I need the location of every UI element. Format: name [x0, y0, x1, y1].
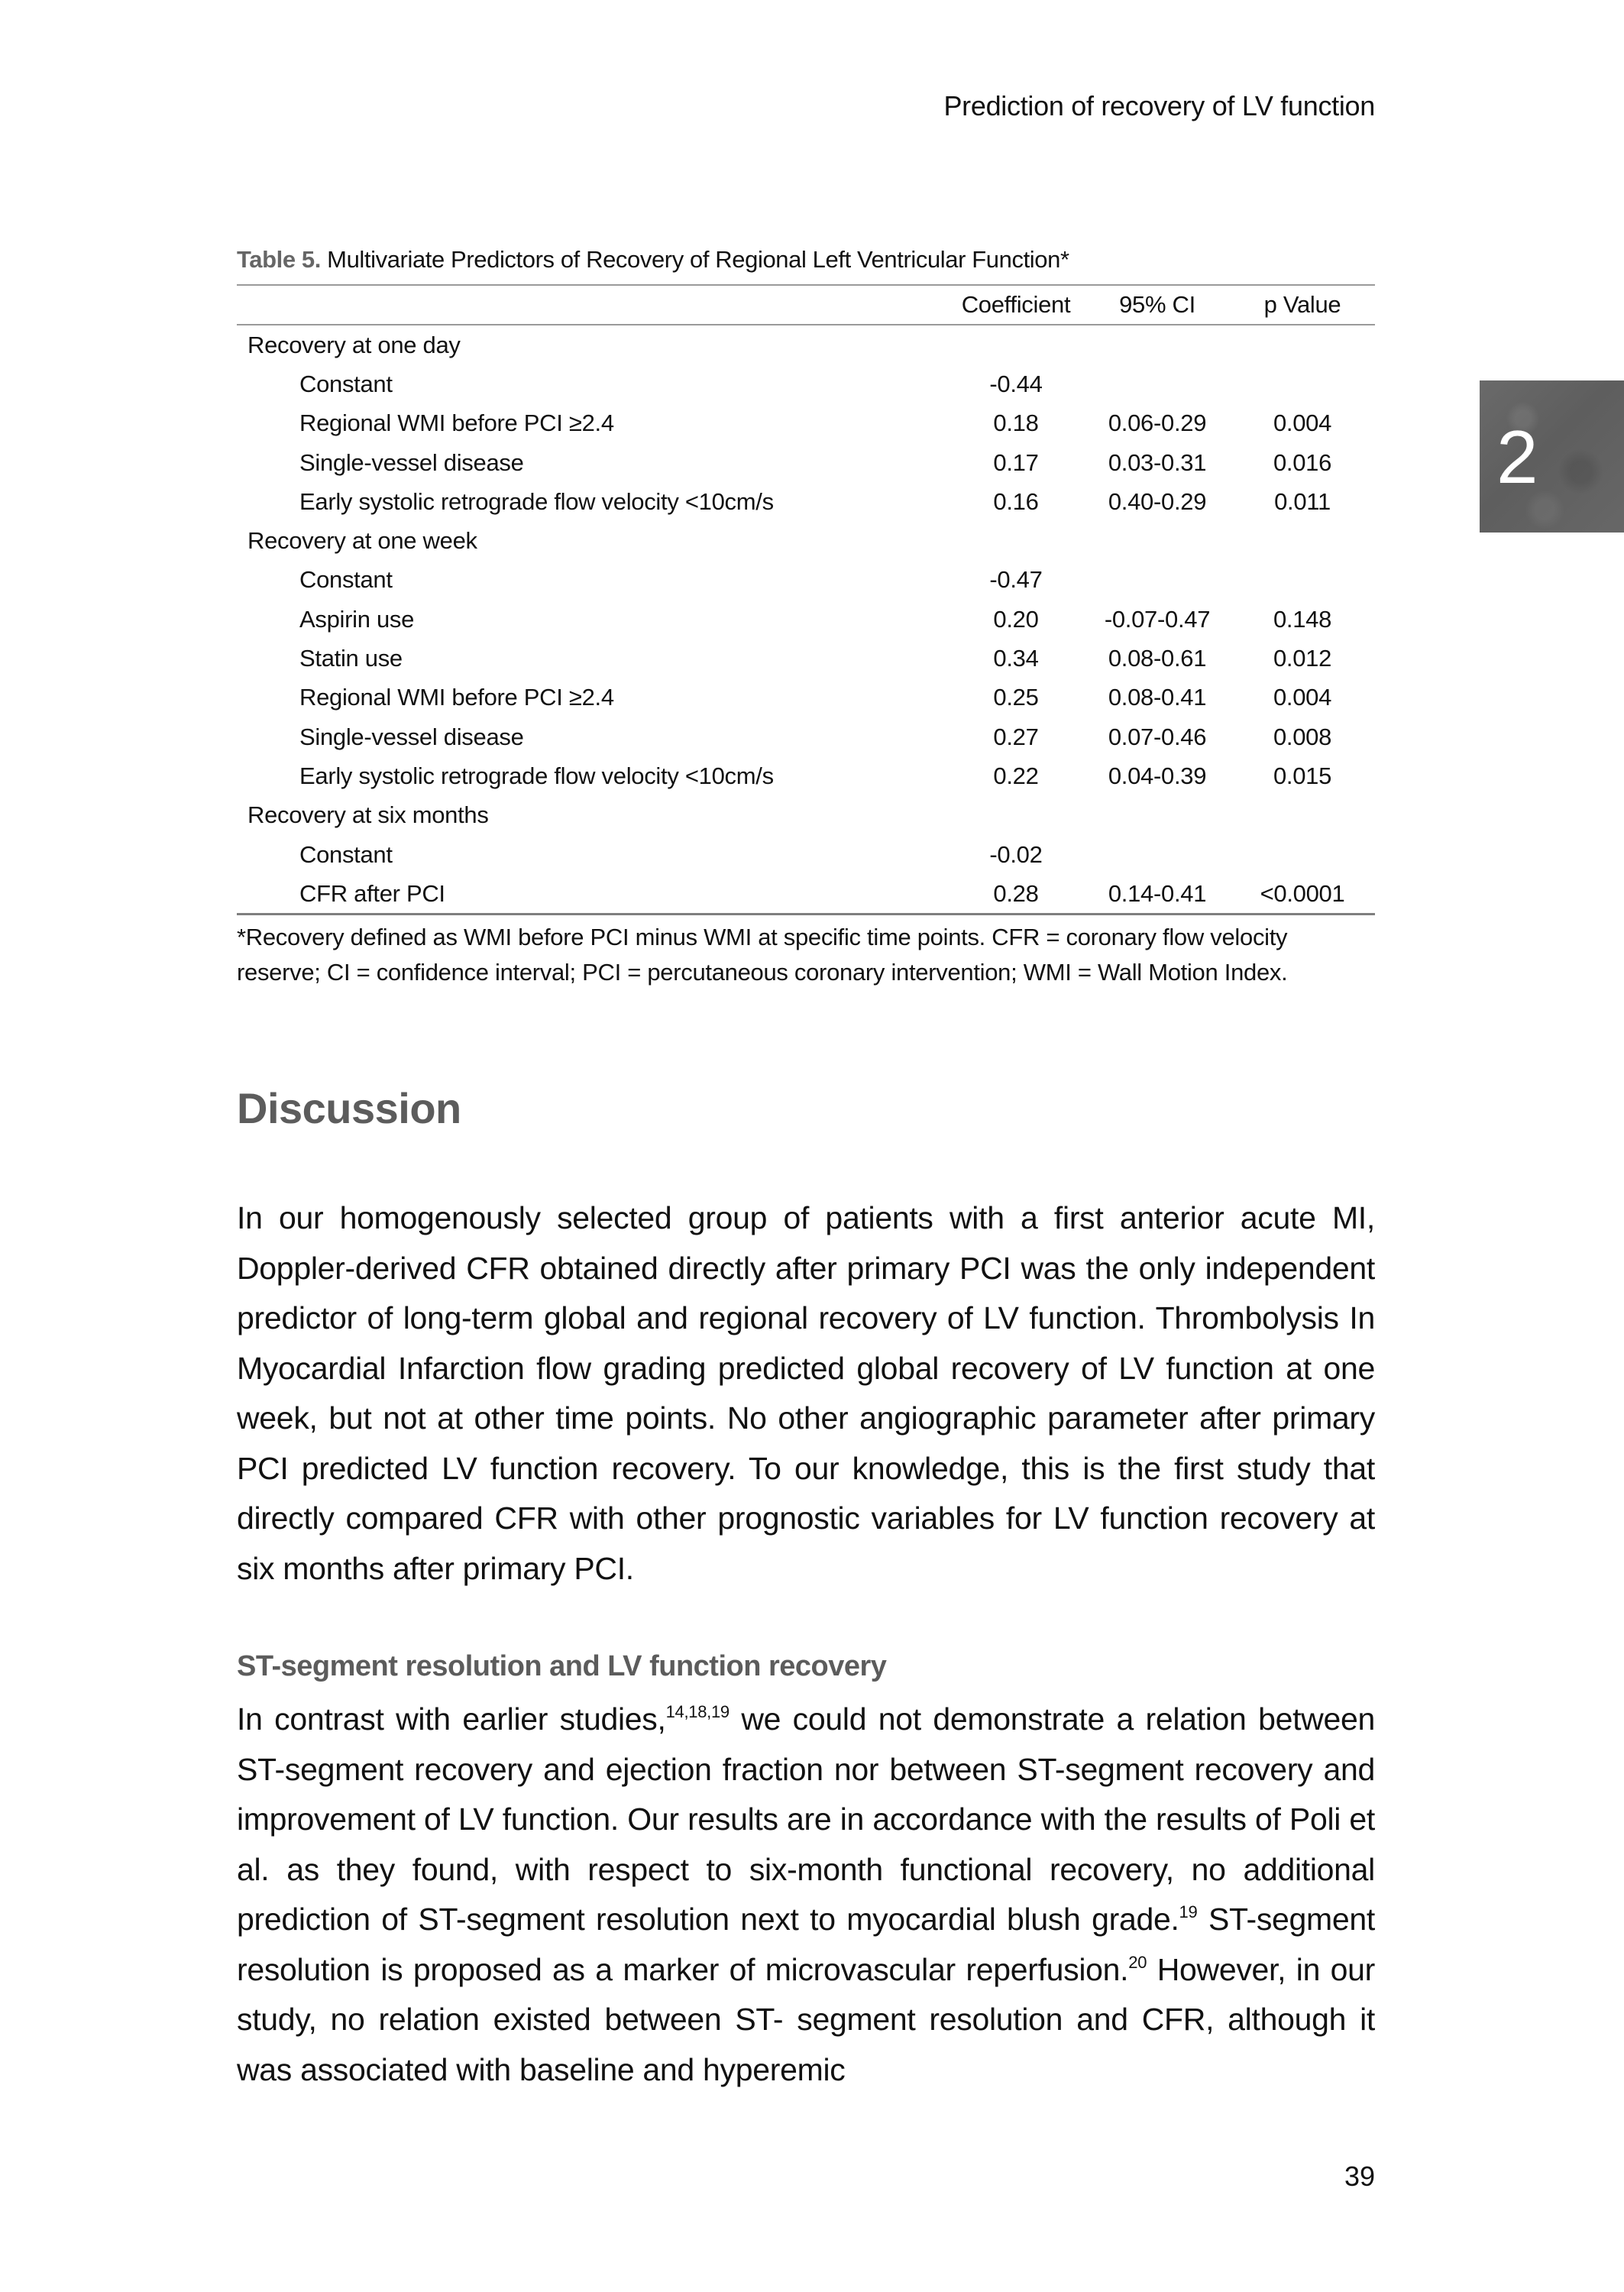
table-row: [237, 874, 1375, 915]
row-p-value: 0.015: [1273, 762, 1332, 789]
row-coefficient: 0.27: [993, 723, 1039, 750]
paragraph-text: In contrast with earlier studies,: [237, 1701, 666, 1737]
table-caption-label: Table 5.: [237, 246, 321, 273]
paragraph-text: ST-segment resolution is proposed as a marker of microvascular reperfusion.: [237, 1902, 1375, 1987]
row-variable: Regional WMI before PCI ≥2.4: [299, 684, 614, 711]
row-coefficient: -0.47: [989, 566, 1043, 594]
row-p-value: [1230, 561, 1375, 600]
table-row: [237, 443, 1375, 482]
row-ci: 0.04-0.39: [1108, 762, 1207, 789]
row-coefficient: 0.20: [993, 605, 1039, 633]
row-variable: Constant: [299, 370, 393, 397]
footnote-line-2: reserve; CI = confidence interval; PCI = percutaneous coronary intervention; WMI = Wall Motion Index.: [237, 959, 1288, 986]
table-row: [237, 561, 1375, 600]
table-row: [237, 482, 1375, 521]
row-coefficient: 0.17: [993, 448, 1039, 476]
row-coefficient: -0.02: [989, 840, 1043, 868]
predictors-table: [237, 284, 1375, 915]
row-ci: 0.40-0.29: [1108, 487, 1207, 515]
row-variable: CFR after PCI: [299, 879, 445, 907]
table-row: [237, 404, 1375, 443]
table-row: [237, 717, 1375, 756]
discussion-paragraph-2: [237, 1695, 1375, 2095]
row-p-value: <0.0001: [1260, 879, 1345, 907]
footnote-line-1: *Recovery defined as WMI before PCI minus WMI at specific time points. CFR = coronary flow velocity: [237, 924, 1288, 951]
table-row: [237, 678, 1375, 717]
row-variable: Regional WMI before PCI ≥2.4: [299, 410, 614, 437]
row-coefficient: 0.18: [993, 410, 1039, 437]
row-p-value: 0.012: [1273, 645, 1332, 672]
row-variable: Constant: [299, 840, 393, 868]
group-label: Recovery at one day: [247, 331, 461, 358]
column-header-variable: [237, 285, 947, 325]
row-coefficient: -0.44: [989, 370, 1043, 397]
row-p-value: 0.008: [1273, 723, 1332, 750]
row-ci: -0.07-0.47: [1104, 605, 1211, 633]
group-row: [237, 796, 1375, 835]
paragraph-text: we could not demonstrate a relation between ST-segment recovery and ejection fraction nor between ST-segment recovery and improvement of LV function. Our results are in accordance with the results of Poli et al. as they found, with respect to six-month functional recovery, no additional prediction of ST-segment resolution next to myocardial blush grade.: [237, 1701, 1375, 1937]
paragraph-text: However, in our study, no relation existed between ST- segment resolution and CFR, although it was associated with baseline and hyperemic: [237, 1951, 1376, 2087]
row-p-value: [1230, 835, 1375, 874]
row-ci: 0.08-0.61: [1108, 645, 1207, 672]
row-variable: Early systolic retrograde flow velocity <10cm/s: [299, 487, 774, 515]
row-ci: 0.03-0.31: [1108, 448, 1207, 476]
table-caption-text: Multivariate Predictors of Recovery of Regional Left Ventricular Function*: [320, 246, 1069, 273]
row-coefficient: 0.22: [993, 762, 1039, 789]
row-p-value: 0.004: [1273, 684, 1332, 711]
table-row: [237, 364, 1375, 403]
row-ci: [1085, 835, 1230, 874]
table-footnote: [237, 920, 1375, 990]
citation-reference: 14,18,19: [665, 1702, 730, 1721]
row-ci: 0.07-0.46: [1108, 723, 1207, 750]
row-variable: Single-vessel disease: [299, 448, 524, 476]
row-ci: 0.14-0.41: [1108, 879, 1207, 907]
row-p-value: [1230, 364, 1375, 403]
row-p-value: 0.004: [1273, 410, 1332, 437]
row-coefficient: 0.34: [993, 645, 1039, 672]
row-p-value: 0.148: [1273, 605, 1332, 633]
running-header: Prediction of recovery of LV function: [943, 90, 1375, 121]
row-variable: Aspirin use: [299, 605, 415, 633]
row-p-value: 0.011: [1274, 487, 1331, 515]
row-coefficient: 0.25: [993, 684, 1039, 711]
row-coefficient: 0.28: [993, 879, 1039, 907]
row-ci: 0.08-0.41: [1108, 684, 1207, 711]
chapter-number: 2: [1496, 414, 1538, 499]
table-row: [237, 756, 1375, 795]
table-header-row: [237, 285, 1375, 325]
group-label: Recovery at one week: [247, 527, 477, 555]
discussion-paragraph-1: In our homogenously selected group of patients with a first anterior acute MI, Doppler-derived CFR obtained directly after primary PCI was the only independent predictor of long-term global and regional recovery of LV function. Thrombolysis In Myocardial Infarction flow grading predicted global recovery of LV function at one week, but not at other time points. No other angiographic parameter after primary PCI predicted LV function recovery. To our knowledge, this is the first study that directly compared CFR with other prognostic variables for LV function recovery at six months after primary PCI.: [237, 1200, 1375, 1586]
chapter-tab: [1480, 380, 1624, 533]
citation-reference: 19: [1179, 1902, 1198, 1921]
page-number: 39: [1344, 2161, 1375, 2192]
row-variable: Single-vessel disease: [299, 723, 524, 750]
subsection-heading-st-segment: ST-segment resolution and LV function recovery: [237, 1650, 887, 1682]
table-5: [237, 246, 1375, 990]
row-ci: [1085, 561, 1230, 600]
column-header-p-value: p Value: [1263, 291, 1341, 318]
row-coefficient: 0.16: [993, 487, 1039, 515]
row-ci: 0.06-0.29: [1108, 410, 1207, 437]
citation-reference: 20: [1128, 1952, 1147, 1972]
table-row: [237, 835, 1375, 874]
table-row: [237, 600, 1375, 639]
group-label: Recovery at six months: [247, 801, 489, 829]
row-p-value: 0.016: [1273, 448, 1332, 476]
row-variable: Statin use: [299, 645, 403, 672]
row-ci: [1085, 364, 1230, 403]
group-row: [237, 325, 1375, 364]
group-row: [237, 521, 1375, 560]
table-row: [237, 639, 1375, 678]
row-variable: Constant: [299, 566, 393, 594]
column-header-ci: 95% CI: [1119, 291, 1195, 318]
section-heading-discussion: Discussion: [237, 1084, 461, 1132]
column-header-coefficient: Coefficient: [961, 291, 1071, 318]
row-variable: Early systolic retrograde flow velocity <10cm/s: [299, 762, 774, 789]
table-caption: [237, 246, 1375, 274]
